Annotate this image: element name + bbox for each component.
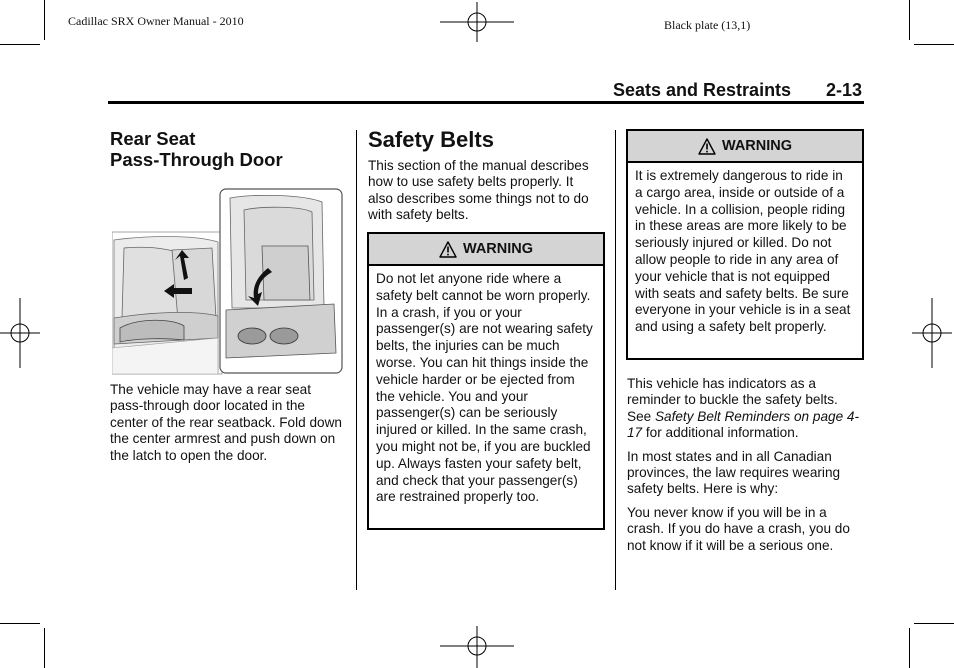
crop-mark: [44, 628, 45, 668]
warning-label: WARNING: [462, 241, 534, 257]
crop-mark: [0, 44, 40, 45]
safety-belts-intro: This section of the manual describes how to use safety belts properly. It also describes some things not to do with safety belts.: [368, 158, 589, 223]
crosshair-registration-icon: [440, 2, 514, 42]
reminders-text: [627, 376, 859, 561]
section-title: Seats and Restraints: [613, 80, 792, 100]
column-divider: [615, 130, 616, 590]
crop-mark: [909, 0, 910, 40]
text-run: for additional information.: [642, 425, 799, 441]
crash-paragraph: You never know if you will be in a crash. If you do have a crash, you do not know if it will be a serious one.: [627, 504, 850, 553]
crop-mark: [0, 623, 40, 624]
cross-reference-link[interactable]: Safety Belt Reminders on page 4-17: [627, 408, 859, 441]
header-rule: [108, 101, 864, 104]
rear-seat-heading: [110, 128, 283, 170]
heading-line: Rear Seat: [110, 128, 196, 149]
text-run: This vehicle has indicators as a reminder to buckle the safety belts. See: [627, 376, 838, 424]
warning-box: [626, 129, 864, 360]
crop-mark: [914, 44, 954, 45]
pass-through-door-illustration: [112, 188, 343, 376]
safety-belts-title: Safety Belts: [368, 127, 494, 152]
warning-text: Do not let anyone ride where a safety belt cannot be worn properly. In a crash, if you or your passenger(s) are not wearing safety belts, the injuries can be much worse. You can hit things inside the vehicle harder or be ejected from the vehicle. You and your passenger(s) can be seriously injured or killed. In the same crash, you might not be, if you are buckled up. Always fasten your safety belt, and check that your passenger(s) are restrained properly too.: [376, 271, 593, 505]
plate-label: Black plate (13,1): [664, 18, 751, 32]
warning-box: [367, 232, 605, 530]
reminders-paragraph: [627, 376, 859, 442]
crop-mark: [44, 0, 45, 40]
rear-seat-paragraph: The vehicle may have a rear seat pass-through door located in the center of the rear seatback. Fold down the center armrest and push down on the latch to open the door.: [110, 382, 342, 463]
manual-title: Cadillac SRX Owner Manual - 2010: [68, 14, 244, 28]
page-number: 2-13: [826, 80, 863, 100]
crosshair-registration-icon: [440, 626, 514, 668]
crop-mark: [909, 628, 910, 668]
heading-line: Pass-Through Door: [110, 149, 283, 170]
warning-triangle-icon: [698, 138, 716, 155]
warning-text: It is extremely dangerous to ride in a cargo area, inside or outside of a vehicle. In a collision, people riding in these areas are more likely to be seriously injured or killed. Do not allow people to ride in any area of your vehicle that is not equipped with seats and safety belts. Be sure everyone in your vehicle is in a seat and using a safety belt properly.: [635, 168, 851, 335]
warning-triangle-icon: [439, 241, 457, 258]
crop-mark: [914, 623, 954, 624]
warning-header: [369, 234, 603, 266]
law-paragraph: In most states and in all Canadian provinces, the law requires wearing safety belts. Here is why:: [627, 448, 841, 497]
column-divider: [356, 130, 357, 590]
warning-header: [628, 131, 862, 163]
warning-label: WARNING: [721, 138, 793, 154]
crosshair-registration-icon: [0, 298, 40, 368]
crosshair-registration-icon: [912, 298, 952, 368]
